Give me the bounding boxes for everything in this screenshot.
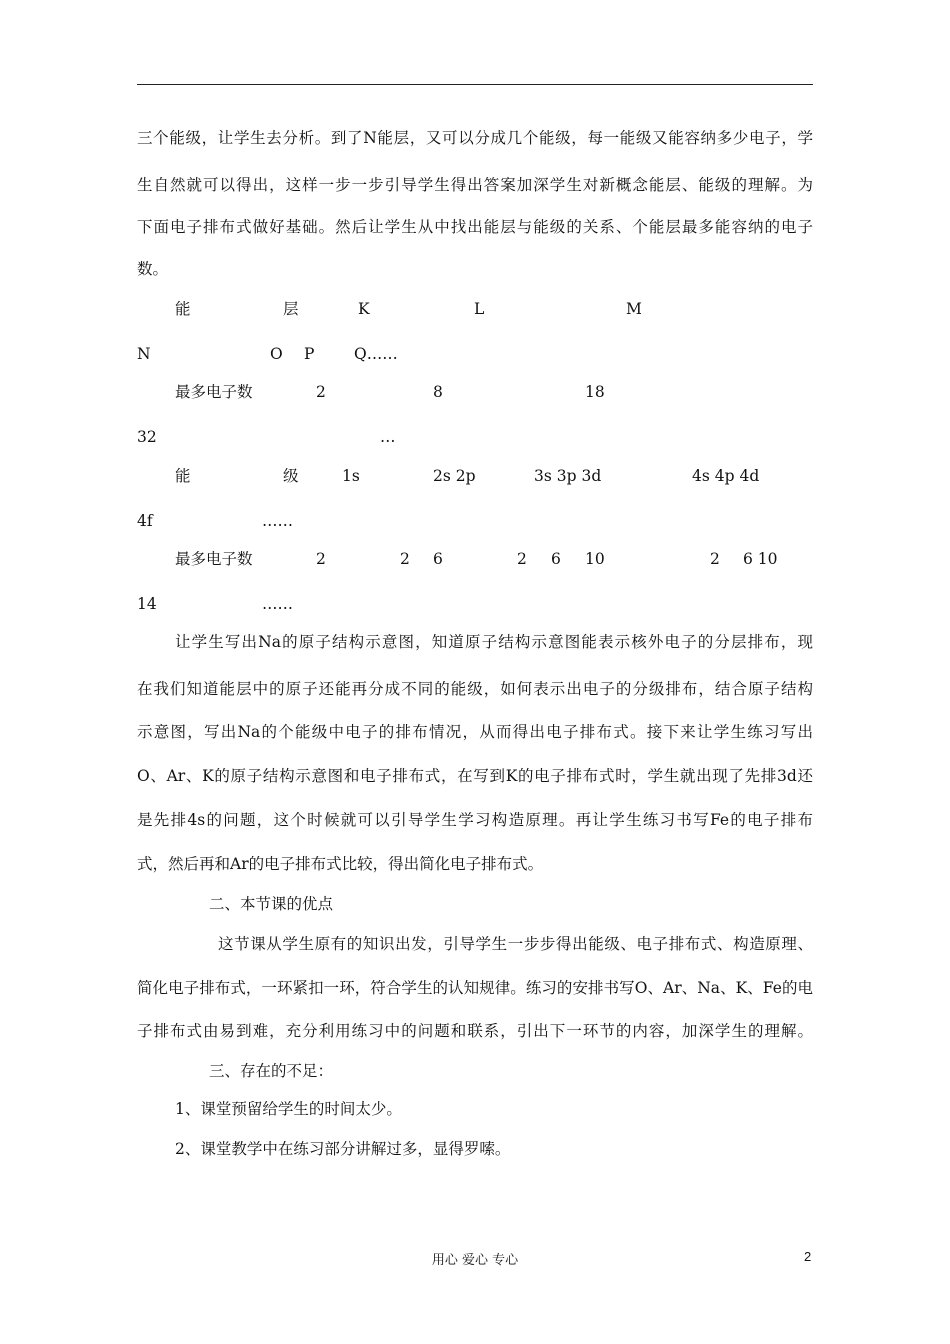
table-cell: 6 <box>551 550 561 568</box>
table-cell: 3s 3p 3d <box>534 467 602 485</box>
table-cell: Q…… <box>354 345 398 363</box>
page-footer: 用心 爱心 专心 <box>431 1253 519 1268</box>
table-cell: O <box>270 345 283 363</box>
table-cell: 32 <box>137 428 157 446</box>
paragraph-line: 子排布式由易到难，充分利用练习中的问题和联系，引出下一环节的内容，加深学生的理解。 <box>137 1022 813 1040</box>
table-cell: 6 10 <box>743 550 778 568</box>
table-cell: 最多电子数 <box>175 383 253 401</box>
table-cell: 2 <box>316 383 326 401</box>
list-item: 2、课堂教学中在练习部分讲解过多，显得罗嗦。 <box>175 1140 511 1158</box>
header-rule <box>137 84 813 85</box>
table-cell: … <box>380 428 396 446</box>
table-cell: 能 <box>175 300 191 318</box>
section-heading: 二、本节课的优点 <box>209 895 334 913</box>
paragraph-line: 下面电子排布式做好基础。然后让学生从中找出能层与能级的关系、个能层最多能容纳的电子 <box>137 218 813 236</box>
paragraph-line: 让学生写出Na的原子结构示意图，知道原子结构示意图能表示核外电子的分层排布，现 <box>175 633 813 651</box>
table-cell: N <box>137 345 151 363</box>
table-cell: 能 <box>175 467 191 485</box>
table-cell: 10 <box>585 550 605 568</box>
table-cell: 级 <box>283 467 299 485</box>
paragraph-line: 式，然后再和Ar的电子排布式比较，得出简化电子排布式。 <box>137 855 544 873</box>
paragraph-line: 数。 <box>137 260 169 278</box>
table-cell: 2 <box>316 550 326 568</box>
table-cell: K <box>358 300 370 318</box>
table-cell: P <box>304 345 315 363</box>
page-number: 2 <box>804 1249 812 1264</box>
paragraph-line: 生自然就可以得出，这样一步一步引导学生得出答案加深学生对新概念能层、能级的理解。为 <box>137 176 813 194</box>
table-cell: …… <box>262 595 293 613</box>
table-cell: 2 <box>517 550 527 568</box>
table-cell: 2s 2p <box>433 467 476 485</box>
table-cell: 最多电子数 <box>175 550 253 568</box>
table-cell: 18 <box>585 383 605 401</box>
section-heading: 三、存在的不足： <box>209 1062 334 1080</box>
paragraph-line: 这节课从学生原有的知识出发，引导学生一步步得出能级、电子排布式、构造原理、 <box>218 935 813 953</box>
table-cell: 14 <box>137 595 157 613</box>
table-cell: 6 <box>433 550 443 568</box>
table-cell: 4f <box>137 512 153 530</box>
paragraph-line: 三个能级，让学生去分析。到了N能层，又可以分成几个能级，每一能级又能容纳多少电子，学 <box>137 129 813 147</box>
table-cell: 层 <box>283 300 299 318</box>
table-cell: M <box>626 300 642 318</box>
table-cell: L <box>474 300 485 318</box>
table-cell: 4s 4p 4d <box>692 467 760 485</box>
table-cell: …… <box>262 512 293 530</box>
table-cell: 2 <box>400 550 410 568</box>
paragraph-line: O、Ar、K的原子结构示意图和电子排布式，在写到K的电子排布式时，学生就出现了先排3d还 <box>137 767 813 785</box>
paragraph-line: 在我们知道能层中的原子还能再分成不同的能级，如何表示出电子的分级排布，结合原子结构 <box>137 680 813 698</box>
table-cell: 1s <box>342 467 360 485</box>
list-item: 1、课堂预留给学生的时间太少。 <box>175 1100 402 1118</box>
table-cell: 8 <box>433 383 443 401</box>
paragraph-line: 简化电子排布式，一环紧扣一环，符合学生的认知规律。练习的安排书写O、Ar、Na、K、Fe的电 <box>137 979 813 997</box>
paragraph-line: 是先排4s的问题，这个时候就可以引导学生学习构造原理。再让学生练习书写Fe的电子排布 <box>137 811 813 829</box>
table-cell: 2 <box>710 550 720 568</box>
paragraph-line: 示意图，写出Na的个能级中电子的排布情况，从而得出电子排布式。接下来让学生练习写出 <box>137 723 813 741</box>
